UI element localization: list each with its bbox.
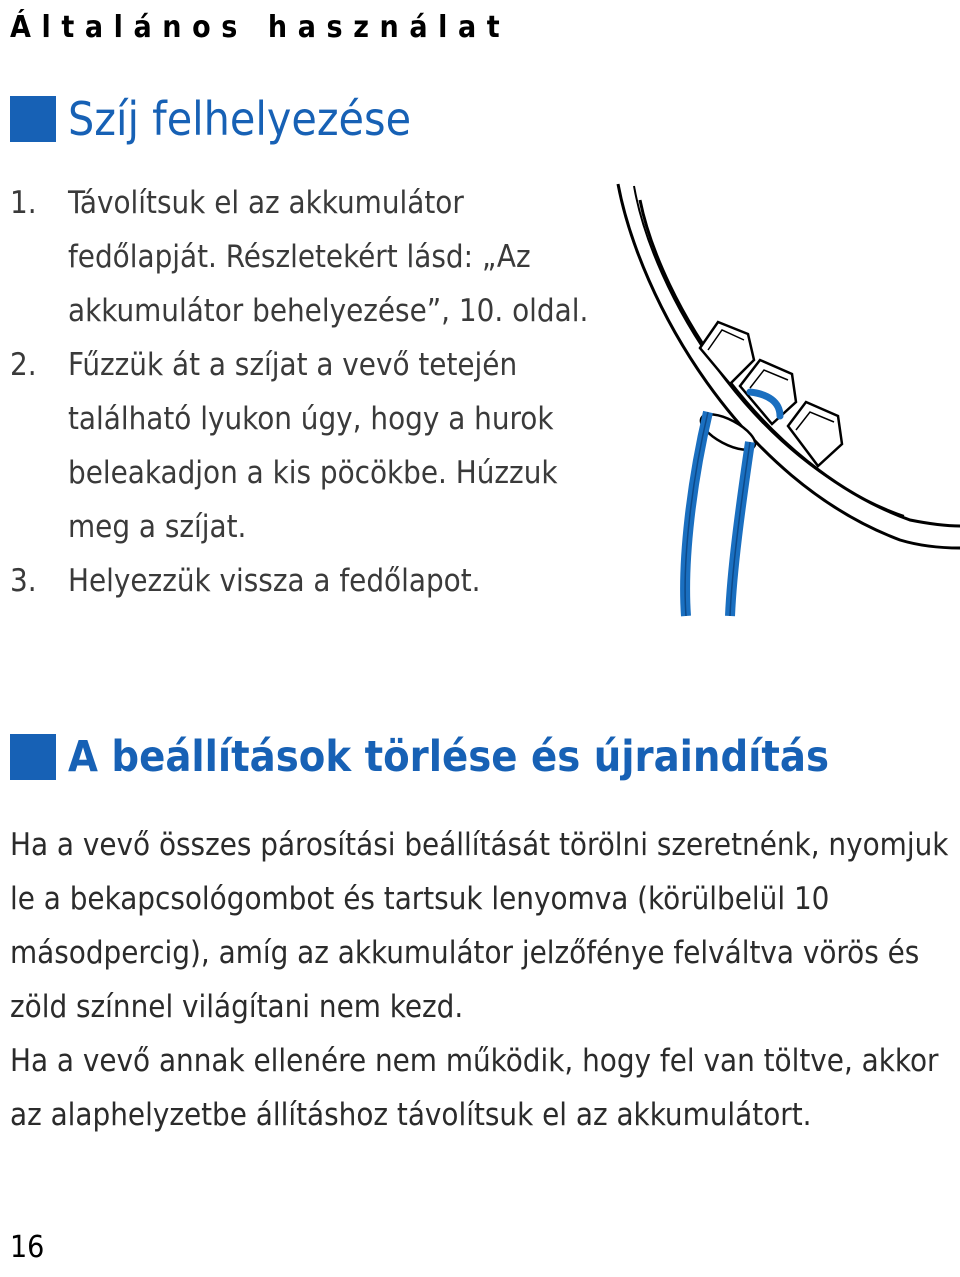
list-item (10, 554, 590, 608)
section-title: Szíj felhelyezése (68, 92, 412, 146)
device-inner-edge (640, 200, 960, 526)
section-heading-strap (10, 92, 412, 146)
list-item (10, 338, 590, 554)
step-number: 2. (10, 347, 37, 383)
step-text: Helyezzük vissza a fedőlapot. (68, 563, 481, 599)
strap-right (730, 442, 750, 616)
body-paragraph: Ha a vevő annak ellenére nem működik, hogy fel van töltve, akkor az alaphelyzetbe állításhoz távolítsuk el az akkumulátort. (10, 1043, 939, 1133)
heading-square-icon (10, 96, 56, 142)
step-text: Távolítsuk el az akkumulátor fedőlapját. Részletekért lásd: „Az akkumulátor behelyezése”, 10. oldal. (68, 185, 589, 329)
step-number: 3. (10, 563, 37, 599)
step-text: Fűzzük át a szíjat a vevő tetején található lyukon úgy, hogy a hurok beleakadjon a kis pöcökbe. Húzzuk meg a szíjat. (68, 347, 558, 545)
step-number: 1. (10, 185, 37, 221)
body-paragraph: Ha a vevő összes párosítási beállítását törölni szeretnénk, nyomjuk le a bekapcsológombot és tartsuk lenyomva (körülbelül 10 másodpercig), amíg az akkumulátor jelzőfénye felváltva vörös és zöld színnel világítani nem kezd. (10, 827, 949, 1025)
device-rim (634, 186, 904, 516)
device-outline (618, 184, 960, 548)
list-item (10, 176, 590, 338)
steps-list (10, 176, 590, 608)
page-number: 16 (10, 1230, 45, 1265)
keys (700, 322, 842, 466)
section-heading-reset (10, 731, 830, 782)
section-title: A beállítások törlése és újraindítás (68, 731, 830, 782)
strap-left (685, 412, 708, 616)
heading-square-icon (10, 734, 56, 780)
strap-illustration (600, 180, 960, 620)
running-header: Általános használat (10, 10, 511, 45)
